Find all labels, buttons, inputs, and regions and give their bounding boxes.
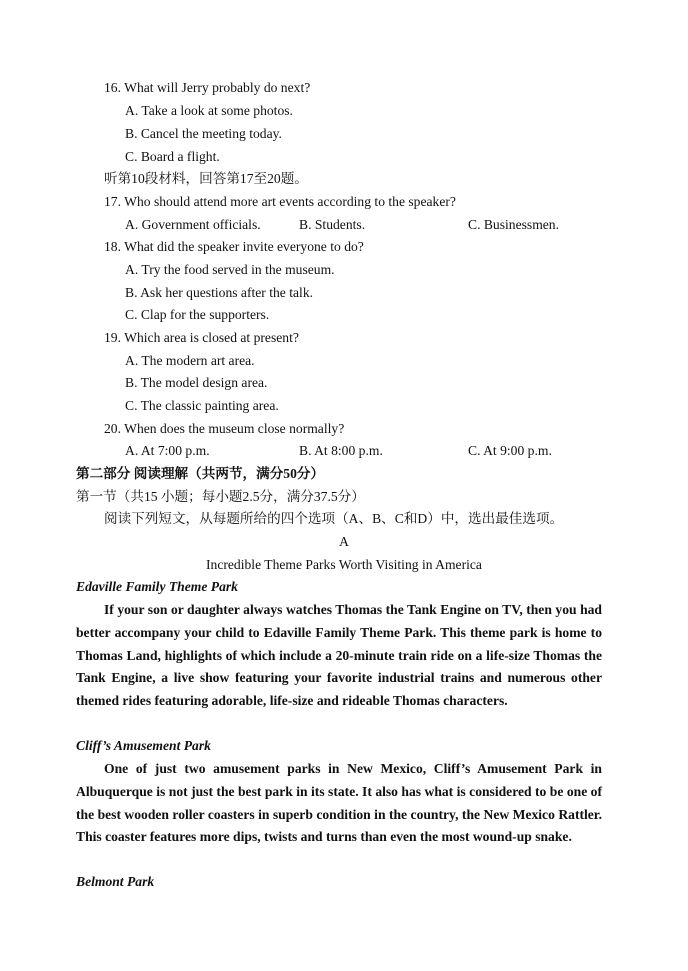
question-19-option-a: A. The modern art area. xyxy=(125,353,255,368)
question-20-option-c: C. At 9:00 p.m. xyxy=(468,443,552,458)
question-18: 18. What did the speaker invite everyone to do? xyxy=(104,239,364,254)
question-16-option-a: A. Take a look at some photos. xyxy=(125,103,293,118)
question-18-option-b: B. Ask her questions after the talk. xyxy=(125,285,314,300)
reading-instruction: 阅读下列短文，从每题所给的四个选项（A、B、C和D）中，选出最佳选项。 xyxy=(104,511,564,526)
question-18-option-c: C. Clap for the supporters. xyxy=(125,307,270,322)
park-name-cliffs: Cliff’s Amusement Park xyxy=(76,738,211,753)
question-17-option-c: C. Businessmen. xyxy=(468,217,560,232)
passage-title: Incredible Theme Parks Worth Visiting in America xyxy=(206,557,482,572)
listening-instruction: 听第10段材料，回答第17至20题。 xyxy=(104,171,308,186)
question-19-option-b: B. The model design area. xyxy=(125,375,268,390)
part2-heading: 第二部分 阅读理解（共两节，满分50分） xyxy=(76,466,325,481)
question-16: 16. What will Jerry probably do next? xyxy=(104,80,311,95)
park-name-edaville: Edaville Family Theme Park xyxy=(76,579,238,594)
question-16-option-c: C. Board a flight. xyxy=(125,149,220,164)
section1-heading: 第一节（共15 小题；每小题2.5分，满分37.5分） xyxy=(76,489,365,504)
question-17-option-b: B. Students. xyxy=(299,217,366,232)
question-17: 17. Who should attend more art events according to the speaker? xyxy=(104,194,456,209)
question-17-options xyxy=(125,214,605,236)
question-20: 20. When does the museum close normally? xyxy=(104,421,345,436)
park-text-edaville: If your son or daughter always watches Thomas the Tank Engine on TV, then you had better accompany your child to Edaville Family Theme Park. This theme park is home to Thomas Land, highlights of which include a 20-minute train ride on a life-size Thomas the Tank Engine, a live show featuring your favorite industrial trains and numerous other themed rides featuring adorable, life-size and rideable Thomas characters. xyxy=(76,602,602,709)
park-text-cliffs: One of just two amusement parks in New Mexico, Cliff’s Amusement Park in Albuquerque is not just the best park in its state. It also has what is considered to be one of the best wooden roller coasters in superb condition in the country, the New Mexico Rattler. This coaster features more dips, twists and turns than even the most wound-up snake. xyxy=(76,761,602,845)
question-18-option-a: A. Try the food served in the museum. xyxy=(125,262,335,277)
question-17-option-a: A. Government officials. xyxy=(125,217,261,232)
question-20-option-a: A. At 7:00 p.m. xyxy=(125,443,210,458)
park-name-belmont: Belmont Park xyxy=(76,874,155,889)
question-19-option-c: C. The classic painting area. xyxy=(125,398,279,413)
question-16-option-b: B. Cancel the meeting today. xyxy=(125,126,282,141)
question-19: 19. Which area is closed at present? xyxy=(104,330,299,345)
question-20-options xyxy=(125,440,605,462)
question-20-option-b: B. At 8:00 p.m. xyxy=(299,443,383,458)
passage-letter: A xyxy=(339,534,349,549)
